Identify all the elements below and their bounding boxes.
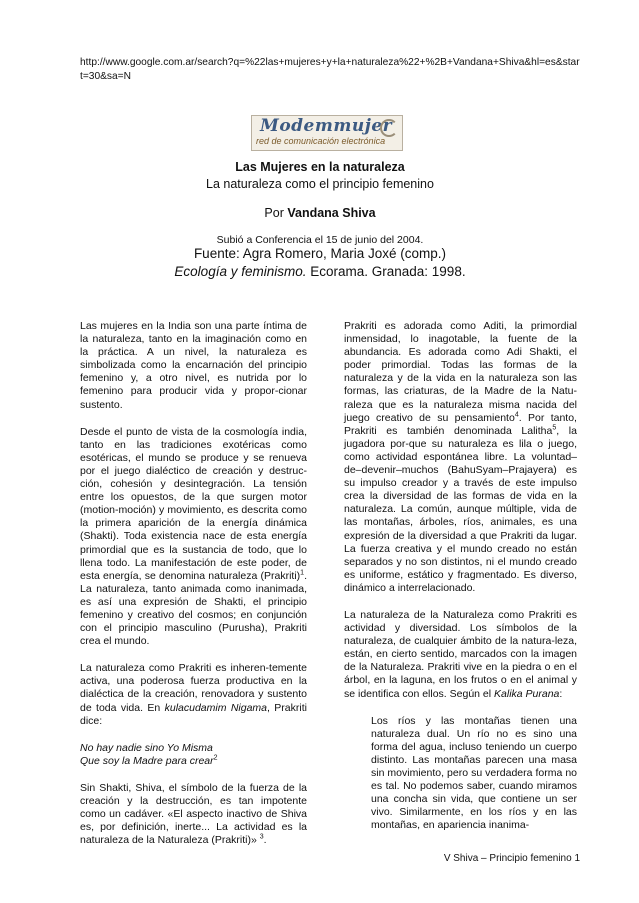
swirl-icon bbox=[380, 119, 398, 137]
right-column bbox=[344, 320, 577, 832]
paragraph: La naturaleza como Prakriti es inheren-temente activa, una poderosa fuerza productiva en la dialéctica de la creación, renovadora y sustento de toda vida. En kulacudamim Nigama, Prakriti dice: bbox=[80, 662, 307, 727]
footnote-ref: 3 bbox=[259, 833, 264, 841]
modemmujer-logo bbox=[251, 115, 403, 151]
article-subtitle: La naturaleza como el principio femenino bbox=[206, 177, 434, 191]
logo-brand: Modemmujer bbox=[260, 116, 393, 136]
footnote-ref: 1 bbox=[300, 569, 305, 577]
author-name: Vandana Shiva bbox=[287, 206, 376, 220]
book-reference bbox=[60, 264, 580, 279]
paragraph: Prakriti es adorada como Aditi, la primordial inmensidad, lo inagotable, la fuente de la abundancia. Es adorada como Adi Shakti, el poder primordial. Todas las formas de la naturaleza y de la vida en la naturaleza son las formas, las criaturas, de la Madre de la Natu-raleza que es la naturaleza misma nacida del juego creativo de su pensamiento$^4$. Por tanto, Prakriti es también denominada Lalitha$^5$, la jugadora por-que su naturaleza es lila o juego, como actividad espontánea libre. La voluntad–de–devenir–muchos (BahuSyam–Prajayera) es su impulso creador y a través de este impulso crea la diversidad de las formas de vida en la naturaleza. La común, aunque múltiple, vida de las montañas, árboles, ríos, animales, es una expresión de la diversidad a que Prakriti da lugar. La fuerza creativa y el mundo creado no están separados y no son distintos, ni el mundo creado es uniforme, estático y fragmentado. Es diverso, dinámico a interrelacionado. bbox=[344, 320, 577, 594]
page-footer: V Shiva – Principio femenino 1 bbox=[443, 853, 580, 864]
article-title: Las Mujeres en la naturaleza bbox=[235, 160, 405, 174]
paragraph: Sin Shakti, Shiva, el símbolo de la fuerza de la creación y la destrucción, es tan impotente como un cadáver. «El aspecto inactivo de Shiva es, por definición, inerte... La actividad es la naturaleza de la Naturaleza (Prakriti)» $^3$. bbox=[80, 781, 307, 847]
upload-note: Subió a Conferencia el 15 de junio del 2004. bbox=[216, 234, 424, 246]
byline bbox=[60, 206, 580, 220]
verse-quote: No hay nadie sino Yo Misma Que soy la Madre para crear$^2$ bbox=[80, 741, 218, 767]
footnote-ref: 4 bbox=[514, 411, 519, 419]
paragraph: Las mujeres en la India son una parte íntima de la naturaleza, tanto en la imaginación como en la práctica. A un nivel, la naturaleza es simbolizada como la encarnación del principio femenino y, a otro nivel, es nutrida por lo femenino para producir vida y propor-cionar sustento. bbox=[80, 320, 307, 411]
book-publisher: Ecorama. Granada: 1998. bbox=[306, 264, 466, 279]
paragraph: La naturaleza de la Naturaleza como Prakriti es actividad y diversidad. Los símbolos de la naturaleza, de cualquier ámbito de la natura-leza, están, en cierto sentido, marcados con la imagen de la Naturaleza. Prakriti vive en la piedra o en el árbol, en la laguna, en los frutos o en el animal y se identifica con ellos. Según el Kalika Purana: bbox=[344, 608, 577, 700]
book-title: Ecología y feminismo. bbox=[174, 264, 307, 279]
source-line: Fuente: Agra Romero, Maria Joxé (comp.) bbox=[193, 246, 447, 261]
footnote-ref: 5 bbox=[552, 424, 557, 432]
left-column bbox=[80, 320, 307, 861]
source-url[interactable]: http://www.google.com.ar/search?q=%22las+mujeres+y+la+naturaleza%22+%2B+Vandana+Shiva&hl=es&start=30&sa=N bbox=[80, 57, 580, 82]
byline-prefix: Por bbox=[264, 206, 284, 220]
block-quote: Los ríos y las montañas tienen una naturaleza dual. Un río no es sino una forma del agua, incluso teniendo un cuerpo distinto. Las montañas parecen una masa sin movimiento, pero su verdadera forma no es tal. No podemos saber, cuando miramos una concha sin vida, que contiene un ser vivo. Similarmente, en los ríos y en las montañas, en apariencia inanima- bbox=[371, 714, 577, 832]
logo-subtitle: red de comunicación electrónica bbox=[256, 136, 386, 146]
footnote-ref: 2 bbox=[213, 754, 218, 762]
paragraph: Desde el punto de vista de la cosmología india, tanto en las tradiciones exotéricas como esotéricas, el mundo se produce y se renueva por el juego dialéctico de creación y destruc-ción, cohesión y desintegración. La tensión entre los opuestos, de la que surgen motor (motion-moción) y movimiento, es descrita como la primera aparición de la energía dinámica (Shakti). Toda existencia nace de esta energía primordial que es la sustancia de todo, que lo llena todo. La manifestación de este poder, de esta energía, se denomina naturaleza (Prakriti)$^1$. La naturaleza, tanto animada como inanimada, es así una expresión de Shakti, el principio femenino y creativo del cosmos; en conjunción con el principio masculino (Purusha), Prakriti crea el mundo. bbox=[80, 425, 307, 648]
